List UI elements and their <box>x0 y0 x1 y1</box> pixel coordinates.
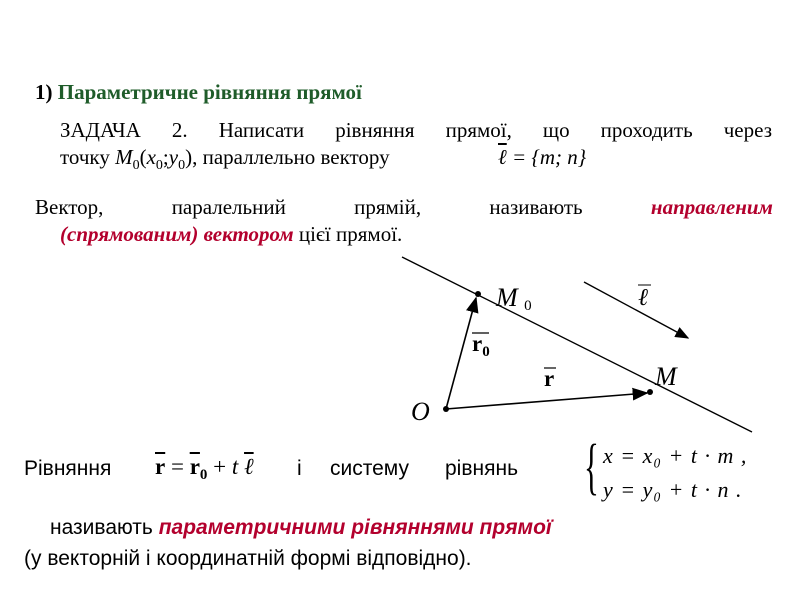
label-l-symbol: ℓ <box>638 285 648 311</box>
point-m0-dot <box>475 291 481 297</box>
vector-l-symbol: ℓ <box>498 145 507 169</box>
system-line-1: x = x₀ + t · m , <box>603 443 748 468</box>
coord-y-sub: 0 <box>178 158 186 174</box>
def-word-4: називають <box>489 195 583 219</box>
label-m0 <box>496 283 532 313</box>
origin-point <box>443 406 449 412</box>
coord-sep: ; <box>162 145 169 169</box>
vec-l: ℓ <box>244 454 254 479</box>
vector-l-components: = {m; n} <box>512 145 587 169</box>
label-m0-letter: M <box>496 283 518 312</box>
label-o <box>411 397 430 427</box>
coords-open: ( <box>139 145 147 169</box>
coord-x-sub: 0 <box>155 158 163 174</box>
task-point-suffix: параллельно вектору <box>202 145 390 169</box>
vec-r0-sub: 0 <box>199 467 208 483</box>
def-highlight-2: (спрямованим) вектором <box>60 222 294 246</box>
conclusion-line-2: (у векторній і координатній формі відповідно). <box>24 547 472 570</box>
section-title-text: Параметричне рівняння прямої <box>57 80 362 104</box>
task-point-prefix: точку <box>60 145 110 169</box>
r-vector-arrow <box>446 393 647 409</box>
system-line-2: y = y₀ + t · n . <box>603 477 743 502</box>
vec-eq: = <box>170 454 184 479</box>
conclusion-highlight: параметричними рівняннями прямої <box>158 516 552 539</box>
label-o-letter: O <box>411 397 430 426</box>
equation-word-2: і <box>297 457 302 480</box>
label-r0-sub: 0 <box>482 344 490 360</box>
point-m-dot <box>647 389 653 395</box>
label-r0-letter: r <box>472 331 483 356</box>
main-line <box>402 257 752 432</box>
point-name: M <box>115 145 133 169</box>
label-l <box>638 285 648 312</box>
coord-x: x <box>146 145 156 169</box>
label-m-letter: M <box>655 362 677 391</box>
conclusion-line-1 <box>50 516 552 540</box>
coord-y: y <box>168 145 179 169</box>
def-word-2: паралельний <box>171 195 286 219</box>
equation-word-1: Рівняння <box>24 457 112 480</box>
vector-equation <box>155 454 254 483</box>
label-m <box>655 362 677 392</box>
vec-plus: + <box>213 454 227 479</box>
label-r-letter: r <box>544 366 555 391</box>
label-r <box>544 366 554 392</box>
label-r0 <box>472 331 490 360</box>
section-number: 1) <box>35 80 53 104</box>
def-word-3: прямій, <box>354 195 422 219</box>
conclusion-prefix: називають <box>50 516 153 539</box>
system-brace: { <box>584 433 599 501</box>
vec-t: t <box>231 454 239 479</box>
vec-r0: $\overline{r}$ <box>189 454 200 479</box>
def-highlight-1: направленим <box>650 195 773 219</box>
point-sub: 0 <box>132 158 140 174</box>
task-line-1: ЗАДАЧА 2. Написати рівняння прямої, що проходить через <box>60 118 772 142</box>
equation-word-3: систему <box>330 457 409 480</box>
direction-vector-arrow <box>584 282 688 338</box>
def-word-1: Вектор, <box>35 195 104 219</box>
def-rest: цієї прямої. <box>298 222 403 246</box>
label-m0-sub: 0 <box>524 298 532 314</box>
coords-close: ), <box>185 145 198 169</box>
equation-word-4: рівнянь <box>445 457 519 480</box>
vec-r: $\overline{r}$ <box>155 454 166 479</box>
